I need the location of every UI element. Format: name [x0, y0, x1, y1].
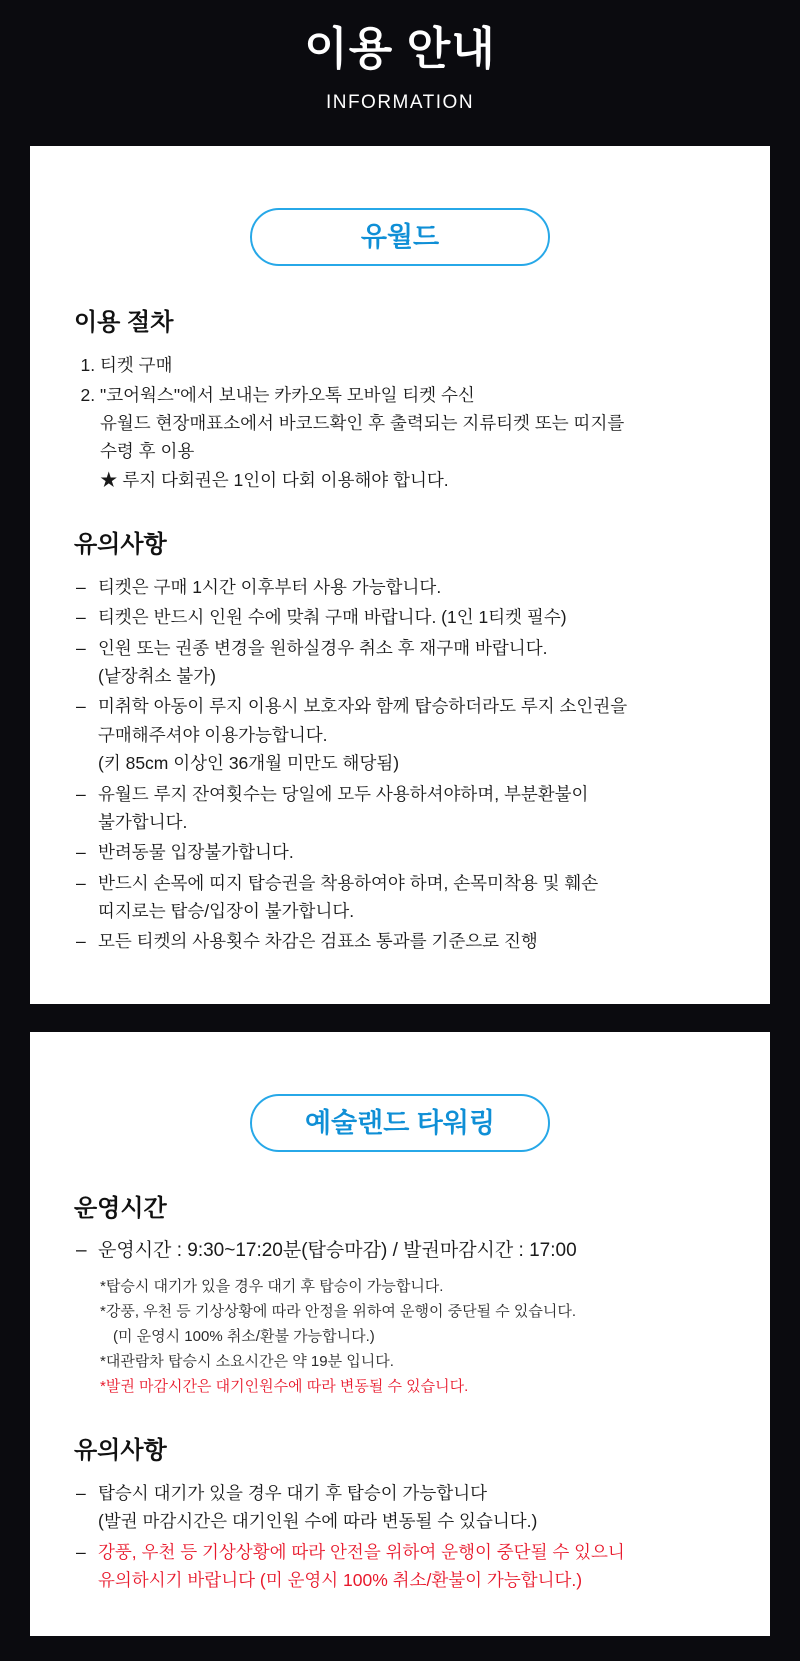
notice-list-artland — [74, 1479, 726, 1594]
list-item — [74, 780, 726, 837]
list-item — [100, 381, 726, 494]
notice-list-uworld — [74, 573, 726, 955]
list-item-continuation: 띠지로는 탑승/입장이 불가합니다. — [98, 900, 355, 921]
page-subtitle: INFORMATION — [325, 92, 475, 113]
list-item — [74, 927, 726, 955]
list-item-text: 인원 또는 권종 변경을 원하실경우 취소 후 재구매 바랍니다. — [98, 637, 548, 658]
heading-hours: 운영시간 — [74, 1194, 167, 1222]
hours-notes — [100, 1275, 726, 1399]
list-item: 1. 티켓 구매 — [100, 351, 726, 379]
list-item-text: 유월드 루지 잔여횟수는 당일에 모두 사용하셔야하며, 부분환불이 — [98, 783, 589, 804]
procedure-sub-lines — [100, 409, 726, 494]
note-line-warning: *발권 마감시간은 대기인원수에 따라 변동될 수 있습니다. — [100, 1378, 469, 1396]
note-line: (미 운영시 100% 취소/환불 가능합니다.) — [113, 1328, 375, 1346]
list-item-continuation: 불가합니다. — [98, 811, 188, 832]
list-item-continuation: (키 85cm 이상인 36개월 미만도 해당됨) — [98, 753, 400, 774]
list-item-text: 강풍, 우천 등 기상상황에 따라 안전을 위하여 운행이 중단될 수 있으니 — [98, 1541, 625, 1562]
page-header — [0, 0, 800, 114]
list-item — [74, 603, 726, 631]
heading-notice-artland: 유의사항 — [74, 1436, 167, 1464]
note-line: *탑승시 대기가 있을 경우 대기 후 탑승이 가능합니다. — [100, 1278, 444, 1296]
heading-procedure: 이용 절차 — [74, 309, 174, 337]
list-item-continuation: (낱장취소 불가) — [98, 666, 216, 687]
section-card-uworld — [30, 146, 770, 1004]
section-title-badge: 예술랜드 타워링 — [250, 1094, 550, 1152]
sub-line: 수령 후 이용 — [100, 441, 195, 462]
note-line: *강풍, 우천 등 기상상황에 따라 안정을 위하여 운행이 중단될 수 있습니다. — [100, 1303, 577, 1321]
list-item-text: 티켓은 반드시 인원 수에 맞춰 구매 바랍니다. (1인 1티켓 필수) — [98, 607, 567, 628]
list-item-text: 티켓은 구매 1시간 이후부터 사용 가능합니다. — [98, 577, 442, 598]
list-item-text: 탑승시 대기가 있을 경우 대기 후 탑승이 가능합니다 — [98, 1482, 488, 1503]
list-item-text: "코어웍스"에서 보내는 카카오톡 모바일 티켓 수신 — [100, 384, 475, 405]
heading-notice-uworld: 유의사항 — [74, 531, 167, 559]
sub-line: 유월드 현장매표소에서 바코드확인 후 출력되는 지류티켓 또는 띠지를 — [100, 413, 625, 434]
page-title: 이용 안내 — [304, 23, 496, 74]
procedure-list — [78, 351, 726, 494]
section-title-badge: 유월드 — [250, 208, 550, 266]
list-item-warning — [74, 1538, 726, 1595]
list-item — [74, 634, 726, 691]
list-item-continuation: 구매해주셔야 이용가능합니다. — [98, 724, 328, 745]
list-item-continuation: 유의하시기 바랍니다 (미 운영시 100% 취소/환불이 가능합니다.) — [98, 1569, 583, 1590]
section-title-wrap — [74, 208, 726, 266]
list-item — [74, 692, 726, 777]
hours-main-line: – 운영시간 : 9:30~17:20분(탑승마감) / 발권마감시간 : 17:00 — [74, 1237, 726, 1266]
list-item-text: 미취학 아동이 루지 이용시 보호자와 함께 탑승하더라도 루지 소인권을 — [98, 696, 628, 717]
sub-line: ★ 루지 다회권은 1인이 다회 이용해야 합니다. — [100, 469, 449, 490]
list-item-continuation: (발권 마감시간은 대기인원 수에 따라 변동될 수 있습니다.) — [98, 1511, 538, 1532]
list-item — [74, 838, 726, 866]
note-line: *대관람차 탑승시 소요시간은 약 19분 입니다. — [100, 1353, 394, 1371]
list-item-text: 반드시 손목에 띠지 탑승권을 착용하여야 하며, 손목미착용 및 훼손 — [98, 872, 599, 893]
section-title-wrap — [74, 1094, 726, 1152]
list-item-text: 모든 티켓의 사용횟수 차감은 검표소 통과를 기준으로 진행 — [98, 931, 538, 952]
section-card-artland — [30, 1032, 770, 1637]
list-item-text: 반려동물 입장불가합니다. — [98, 842, 294, 863]
list-item — [74, 1479, 726, 1536]
list-item — [74, 573, 726, 601]
card-bottom-spacer — [74, 958, 726, 964]
list-item — [74, 869, 726, 926]
